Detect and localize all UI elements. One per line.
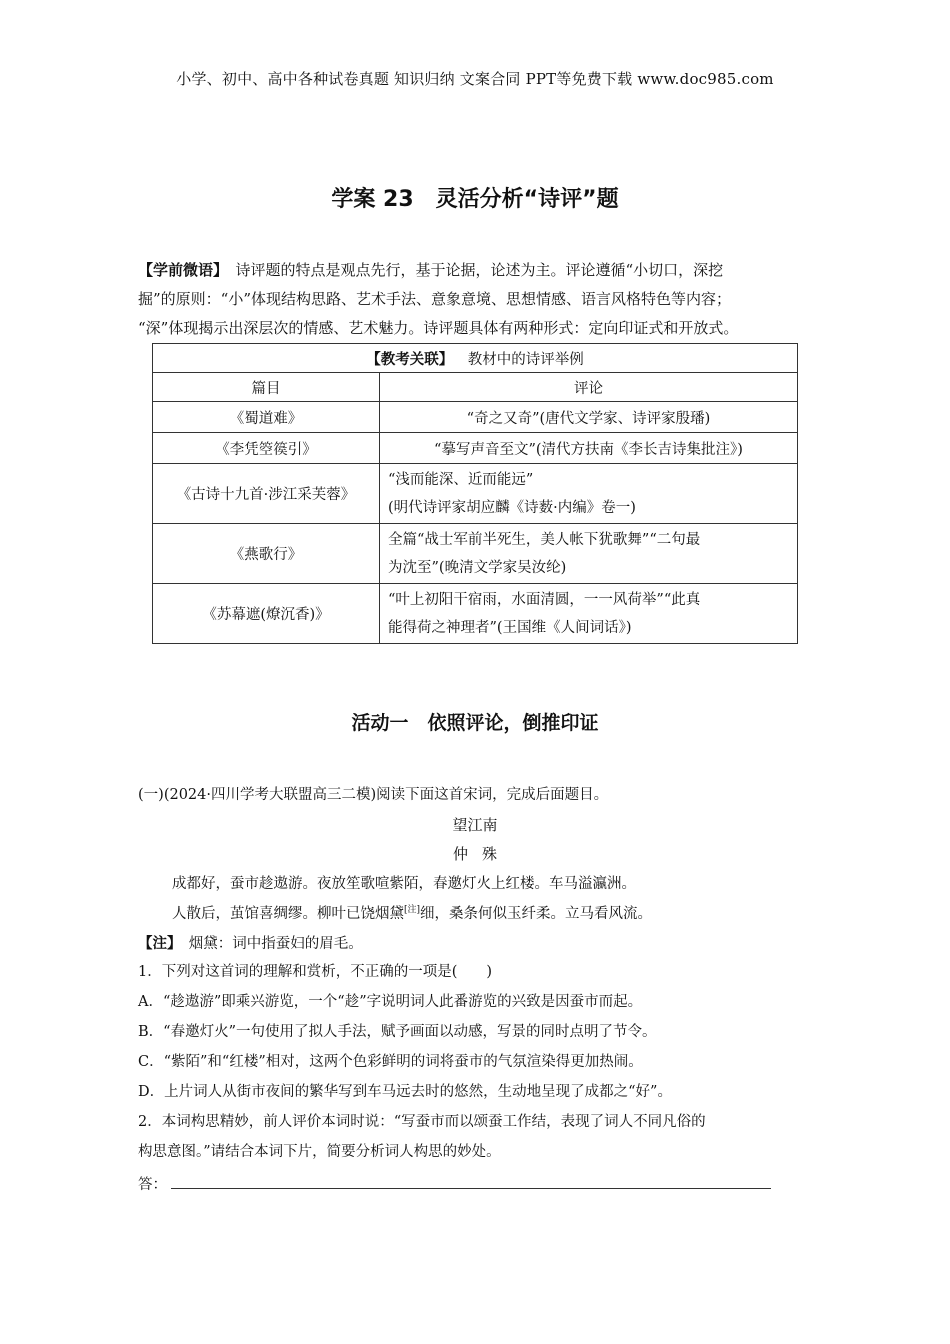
intro-line-1: 【学前微语】 诗评题的特点是观点先行，基于论据，论述为主。评论遵循“小切口，深挖 xyxy=(138,261,724,279)
poem-author: 仲殊 xyxy=(452,845,511,863)
option-d: D．上片词人从街市夜间的繁华写到车马远去时的悠然，生动地呈现了成都之“好”。 xyxy=(138,1084,672,1100)
question-2-line-1: 2．本词构思精妙，前人评价本词时说：“写蚕市而以颂蚕工作结，表现了词人不同凡俗的 xyxy=(138,1114,706,1130)
question-1 xyxy=(138,957,828,1107)
intro-tag: 【学前微语】 xyxy=(138,261,229,279)
option-b: B．“春邀灯火”一句使用了拟人手法，赋予画面以动感，写景的同时点明了节令。 xyxy=(138,1024,657,1040)
answer-line[interactable] xyxy=(171,1174,771,1189)
intro-paragraph xyxy=(138,256,820,343)
table-caption-tag: 【教考关联】 xyxy=(366,351,454,368)
table-row: 《李凭箜篌引》 “摹写声音至文”(清代方扶南《李长吉诗集批注》) xyxy=(153,433,798,464)
question-1-stem: 1．下列对这首词的理解和赏析，不正确的一项是( ) xyxy=(138,964,493,980)
table-row: 《古诗十九首·涉江采芙蓉》 “浅而能深、近而能远” (明代诗评家胡应麟《诗薮·内编》卷一) xyxy=(153,464,798,524)
annotation-tag: 【注】 xyxy=(138,936,182,952)
annotation-text: 烟黛：词中指蚕妇的眉毛。 xyxy=(188,936,363,952)
table-caption-text: 教材中的诗评举例 xyxy=(467,351,584,368)
answer-area xyxy=(138,1173,771,1194)
answer-label: 答： xyxy=(138,1177,167,1193)
poem-title: 望江南 xyxy=(452,816,498,834)
question-intro: (一)(2024·四川学考大联盟高三二模)阅读下面这首宋词，完成后面题目。 xyxy=(138,787,609,803)
intro-line-2: 掘”的原则：“小”体现结构思路、艺术手法、意象意境、思想情感、语言风格特色等内容； xyxy=(138,290,732,308)
poem-line-1: 成都好，蚕市趁遨游。夜放笙歌喧紫陌，春邀灯火上红楼。车马溢瀛洲。 xyxy=(172,876,636,892)
intro-line-3: “深”体现揭示出深层次的情感、艺术魅力。诗评题具体有两种形式：定向印证式和开放式。 xyxy=(138,319,739,337)
poem-line-2: 人散后，茧馆喜绸缪。柳叶已饶烟黛[注]细，桑条何似玉纤柔。立马看风流。 xyxy=(172,905,653,922)
page-title: 学案 23 灵活分析“诗评”题 xyxy=(331,187,619,212)
table-header-col2: 评论 xyxy=(380,373,798,402)
table-header-col1: 篇目 xyxy=(153,373,380,402)
table-row: 《蜀道难》 “奇之又奇”(唐代文学家、诗评家殷璠) xyxy=(153,402,798,433)
page-header: 小学、初中、高中各种试卷真题 知识归纳 文案合同 PPT等免费下载 www.doc985.com xyxy=(176,70,774,88)
table-row: 《苏幕遮(燎沉香)》 “叶上初阳干宿雨，水面清圆，一一风荷举”“此真 能得荷之神理者”(王国维《人间词话》) xyxy=(153,584,798,644)
option-c: C．“紫陌”和“红楼”相对，这两个色彩鲜明的词将蚕市的气氛渲染得更加热闹。 xyxy=(138,1054,643,1070)
table-row: 《燕歌行》 全篇“战士军前半死生，美人帐下犹歌舞”“二句最 为沈至”(晚清文学家吴汝纶) xyxy=(153,524,798,584)
section-title: 活动一 依照评论，倒推印证 xyxy=(351,712,599,734)
question-2-line-2: 构思意图。”请结合本词下片，简要分析词人构思的妙处。 xyxy=(138,1144,501,1160)
annotation xyxy=(138,932,363,953)
option-a: A．“趁遨游”即乘兴游览，一个“趁”字说明词人此番游览的兴致是因蚕市而起。 xyxy=(138,994,643,1010)
question-2 xyxy=(138,1107,828,1167)
reference-table xyxy=(152,343,798,644)
table-caption xyxy=(153,344,798,373)
note-marker: [注] xyxy=(404,905,421,916)
